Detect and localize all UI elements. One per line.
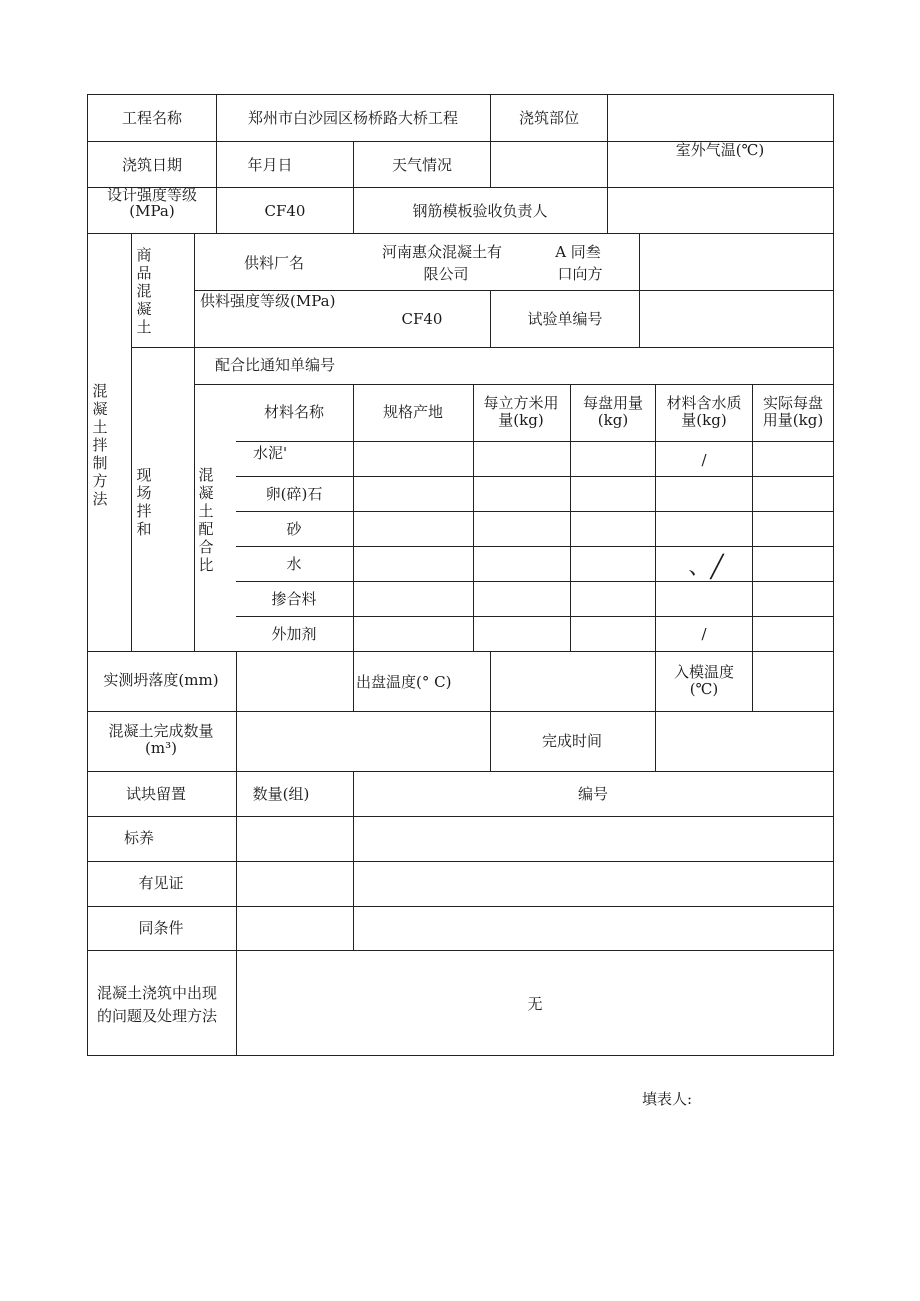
filler-label: 填表人: (642, 1090, 693, 1108)
mix-ratio-label: 混凝土配合比 (198, 466, 214, 574)
rule (87, 233, 834, 234)
material-water: 水 (286, 555, 302, 573)
supplier-label: 供料厂名 (243, 254, 305, 272)
header-per-m3-unit: 量(kg) (498, 411, 544, 429)
problems-label: 混凝土浇筑中出现 (96, 984, 218, 1002)
rule (570, 384, 571, 651)
rule (87, 906, 834, 907)
cement-moisture-mark: / (701, 451, 707, 469)
rule (655, 384, 656, 771)
header-actual-unit: 用量(kg) (762, 411, 824, 429)
commercial-concrete-label: 商品混凝土 (136, 246, 152, 336)
rule (194, 290, 834, 291)
test-sheet-label: 试验单编号 (527, 310, 603, 328)
header-per-m3: 每立方米用 (483, 394, 559, 412)
rule (87, 711, 834, 712)
rule (87, 94, 88, 1056)
outdoor-temp-label: 室外气温(℃) (675, 141, 765, 159)
rule (236, 511, 834, 512)
rule (216, 94, 217, 233)
rule (236, 651, 237, 1056)
rule (353, 771, 354, 951)
contract-label-line2: 口向方 (557, 265, 603, 283)
rebar-inspector-label: 钢筋模板验收负责人 (412, 202, 548, 220)
mold-temp-unit: (℃) (689, 680, 719, 698)
pour-date-label: 浇筑日期 (121, 156, 183, 174)
rule (353, 384, 354, 711)
supplier-value-line2: 限公司 (423, 265, 469, 283)
rule (236, 616, 834, 617)
specimen-count-header: 数量(组) (252, 785, 310, 803)
rule (87, 950, 834, 951)
mix-notice-label: 配合比通知单编号 (215, 356, 336, 374)
header-moisture: 材料含水质 (666, 394, 742, 412)
rule (131, 233, 132, 651)
mixing-method-label: 混凝土拌制方法 (92, 382, 108, 508)
rule (87, 94, 834, 95)
rule (87, 816, 834, 817)
supply-grade-value: CF40 (401, 310, 443, 328)
rule (236, 581, 834, 582)
quantity-unit: (m³) (145, 739, 177, 757)
header-actual: 实际每盘 (762, 394, 824, 412)
material-aggregate: 卵(碎)石 (265, 485, 323, 503)
header-per-batch: 每盘用量 (582, 394, 644, 412)
problems-label-line2: 的问题及处理方法 (96, 1007, 218, 1025)
rule (473, 384, 474, 651)
project-name-value: 郑州市白沙园区杨桥路大桥工程 (247, 109, 459, 127)
pour-date-value: 年月日 (247, 156, 293, 174)
header-per-batch-unit: (kg) (597, 411, 629, 429)
rule (353, 141, 354, 233)
rule (607, 94, 608, 233)
header-spec: 规格产地 (382, 403, 444, 421)
rule (490, 651, 491, 771)
rule (236, 546, 834, 547)
specimen-witnessed: 有见证 (138, 874, 184, 892)
supply-grade-label: 供料强度等级(MPa) (200, 292, 336, 310)
specimen-label: 试块留置 (125, 785, 187, 803)
slump-label: 实测坍落度(mm) (103, 671, 219, 689)
header-material: 材料名称 (263, 403, 325, 421)
pour-location-label: 浇筑部位 (518, 109, 580, 127)
design-grade-value: CF40 (264, 202, 306, 220)
rule (236, 476, 834, 477)
rule (639, 233, 640, 347)
design-grade-label: 设计强度等级 (106, 186, 198, 204)
water-moisture-mark: 、╱ (688, 555, 724, 580)
rule (194, 384, 834, 385)
mold-temp-label: 入模温度 (673, 663, 735, 681)
rule (490, 290, 491, 347)
rule (87, 771, 834, 772)
contract-label-line1: A 同叁 (555, 243, 601, 261)
supplier-value-line1: 河南惠众混凝土有 (381, 243, 503, 261)
rule (87, 1055, 834, 1056)
specimen-number-header: 编号 (577, 785, 609, 803)
site-mixing-label: 现场拌和 (136, 466, 152, 538)
rule (490, 94, 491, 188)
finish-time-label: 完成时间 (541, 732, 603, 750)
problems-value: 无 (527, 995, 543, 1013)
material-admixture-chemical: 外加剂 (271, 625, 317, 643)
material-cement: 水泥' (252, 444, 288, 462)
rule (131, 347, 834, 348)
material-sand: 砂 (286, 520, 302, 538)
specimen-same-condition: 同条件 (138, 919, 184, 937)
rule (87, 651, 834, 652)
discharge-temp-label: 出盘温度(° C) (356, 673, 452, 691)
quantity-label: 混凝土完成数量 (108, 722, 214, 740)
header-moisture-unit: 量(kg) (681, 411, 727, 429)
material-admixture-mineral: 掺合料 (271, 590, 317, 608)
weather-label: 天气情况 (391, 156, 453, 174)
project-name-label: 工程名称 (121, 109, 183, 127)
specimen-standard-cure: 标养 (123, 829, 155, 847)
rule (87, 187, 834, 188)
design-grade-unit: (MPa) (129, 202, 175, 220)
rule (752, 384, 753, 711)
rule (194, 233, 195, 651)
rule (87, 861, 834, 862)
rule (236, 441, 834, 442)
admixture-moisture-mark: / (701, 625, 707, 643)
rule (833, 94, 834, 1056)
